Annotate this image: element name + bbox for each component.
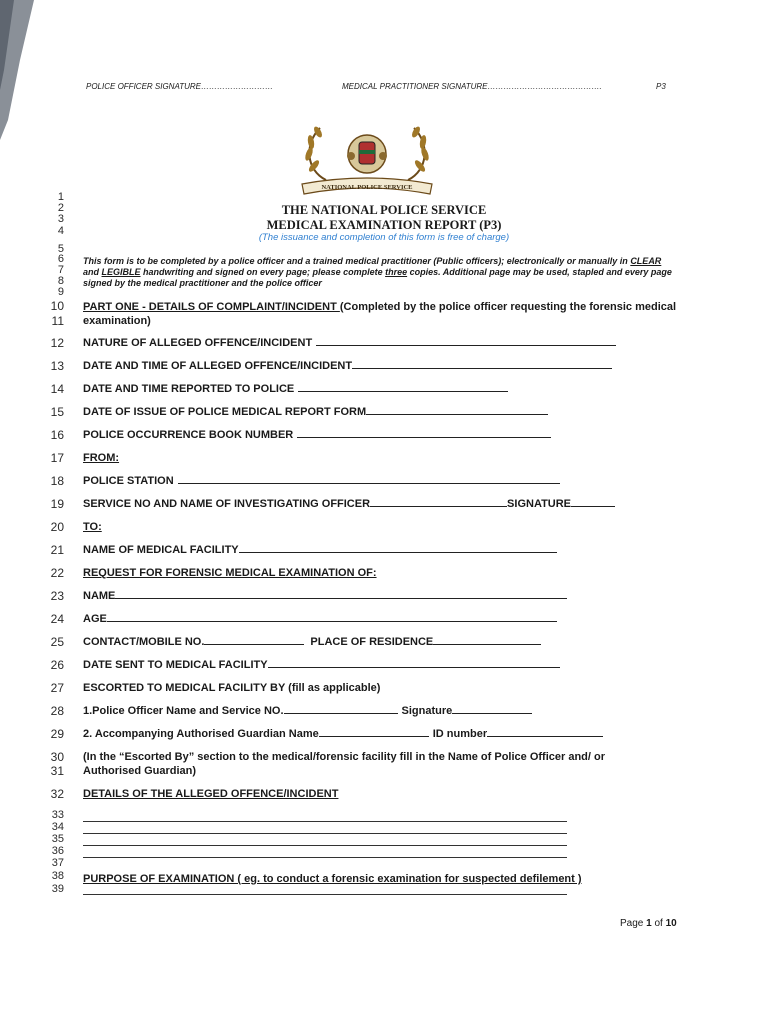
field-name[interactable]: NAME — [83, 589, 567, 603]
police-emblem-icon — [296, 122, 438, 196]
line-number: 16 — [50, 428, 64, 442]
line-number: 35 — [51, 833, 64, 845]
part-one-heading: PART ONE - DETAILS OF COMPLAINT/INCIDENT (Completed by the police officer requesting the forensic medical examination) — [83, 301, 677, 327]
line-number: 7 — [57, 264, 64, 276]
free-of-charge-note: (The issuance and completion of this form is free of charge) — [258, 232, 510, 243]
police-officer-signature: POLICE OFFICER SIGNATURE……………………… — [86, 82, 273, 91]
line-number: 14 — [50, 382, 64, 396]
line-number: 4 — [57, 225, 64, 237]
line-number: 15 — [50, 405, 64, 419]
escorted-by-note: (In the “Escorted By” section to the medical/forensic facility fill in the Name of Police Officer and/ or — [83, 751, 606, 763]
field-police-station[interactable]: POLICE STATION — [83, 474, 560, 488]
emblem-banner-text: NATIONAL POLICE SERVICE — [321, 184, 413, 191]
line-number: 36 — [51, 845, 64, 857]
details-line[interactable] — [83, 821, 567, 822]
line-number: 20 — [50, 520, 64, 534]
page-title: THE NATIONAL POLICE SERVICE — [281, 203, 487, 217]
to-label: TO: — [83, 521, 102, 533]
line-number: 23 — [50, 589, 64, 603]
field-contact-residence[interactable]: CONTACT/MOBILE NO. PLACE OF RESIDENCE — [83, 635, 541, 649]
details-line[interactable] — [83, 857, 567, 858]
line-number: 5 — [57, 243, 64, 255]
line-number: 26 — [50, 658, 64, 672]
line-number: 3 — [57, 213, 64, 225]
line-number: 39 — [51, 883, 64, 895]
details-offence-heading: DETAILS OF THE ALLEGED OFFENCE/INCIDENT — [83, 788, 339, 800]
field-date-sent-facility[interactable]: DATE SENT TO MEDICAL FACILITY — [83, 658, 560, 672]
from-label: FROM: — [83, 452, 120, 464]
line-number: 8 — [57, 275, 64, 287]
line-number: 21 — [50, 543, 64, 557]
line-number: 25 — [50, 635, 64, 649]
details-line[interactable] — [83, 833, 567, 834]
line-number: 6 — [57, 253, 64, 265]
field-date-issue-form[interactable]: DATE OF ISSUE OF POLICE MEDICAL REPORT FORM — [83, 405, 548, 419]
purpose-examination-heading: PURPOSE OF EXAMINATION ( eg. to conduct a forensic examination for suspected defilement ) — [83, 873, 582, 885]
field-escort-guardian[interactable]: 2. Accompanying Authorised Guardian Name ID number — [83, 727, 603, 741]
line-number: 2 — [57, 202, 64, 214]
signature-label: SIGNATURE — [507, 498, 572, 510]
line-number: 37 — [51, 857, 64, 869]
line-number: 32 — [50, 787, 64, 801]
line-number: 28 — [50, 704, 64, 718]
line-number: 17 — [50, 451, 64, 465]
field-age[interactable]: AGE — [83, 612, 557, 626]
field-occurrence-book-number[interactable]: POLICE OCCURRENCE BOOK NUMBER — [83, 428, 551, 442]
line-number: 10 — [50, 299, 64, 313]
line-number: 19 — [50, 497, 64, 511]
line-number: 22 — [50, 566, 64, 580]
details-line[interactable] — [83, 845, 567, 846]
line-number: 34 — [51, 821, 64, 833]
field-escort-police-officer[interactable]: 1.Police Officer Name and Service NO. Signature — [83, 704, 532, 718]
intro-paragraph: This form is to be completed by a police officer and a trained medical practitioner (Public officers); electronically or manually in CLEAR and LEGIBLE handwriting and signed on every page; please complete three copies. Additional page may be used, stapled and every page signed by the medical practitioner and the police officer — [83, 256, 672, 288]
field-nature-of-offence[interactable]: NATURE OF ALLEGED OFFENCE/INCIDENT — [83, 336, 616, 350]
line-number: 18 — [50, 474, 64, 488]
line-number: 11 — [51, 314, 64, 328]
line-number: 29 — [50, 727, 64, 741]
line-number: 13 — [50, 359, 64, 373]
field-date-time-offence[interactable]: DATE AND TIME OF ALLEGED OFFENCE/INCIDENT — [83, 359, 612, 373]
line-number: 27 — [50, 681, 64, 695]
field-investigating-officer[interactable]: SERVICE NO AND NAME OF INVESTIGATING OFFICER SIGNATURE — [83, 497, 615, 511]
field-medical-facility[interactable]: NAME OF MEDICAL FACILITY — [83, 543, 557, 557]
field-date-time-reported[interactable]: DATE AND TIME REPORTED TO POLICE — [83, 382, 508, 396]
escorted-by-heading: ESCORTED TO MEDICAL FACILITY BY (fill as applicable) — [83, 682, 381, 694]
medical-practitioner-signature: MEDICAL PRACTITIONER SIGNATURE……………………………………. — [342, 82, 602, 91]
line-number: 38 — [51, 870, 64, 882]
escorted-by-note-cont: Authorised Guardian) — [83, 765, 197, 777]
line-number: 33 — [51, 809, 64, 821]
line-number: 1 — [57, 191, 64, 203]
page-counter: Page 1 of 10 — [620, 918, 677, 929]
request-forensic-heading: REQUEST FOR FORENSIC MEDICAL EXAMINATION OF: — [83, 567, 377, 579]
line-number: 24 — [50, 612, 64, 626]
page-code: P3 — [656, 82, 666, 91]
line-number: 12 — [50, 336, 64, 350]
page-subtitle: MEDICAL EXAMINATION REPORT (P3) — [266, 218, 502, 232]
line-number: 30 — [50, 750, 64, 764]
line-number: 9 — [57, 286, 64, 298]
line-number: 31 — [50, 764, 64, 778]
purpose-line[interactable] — [83, 894, 567, 895]
